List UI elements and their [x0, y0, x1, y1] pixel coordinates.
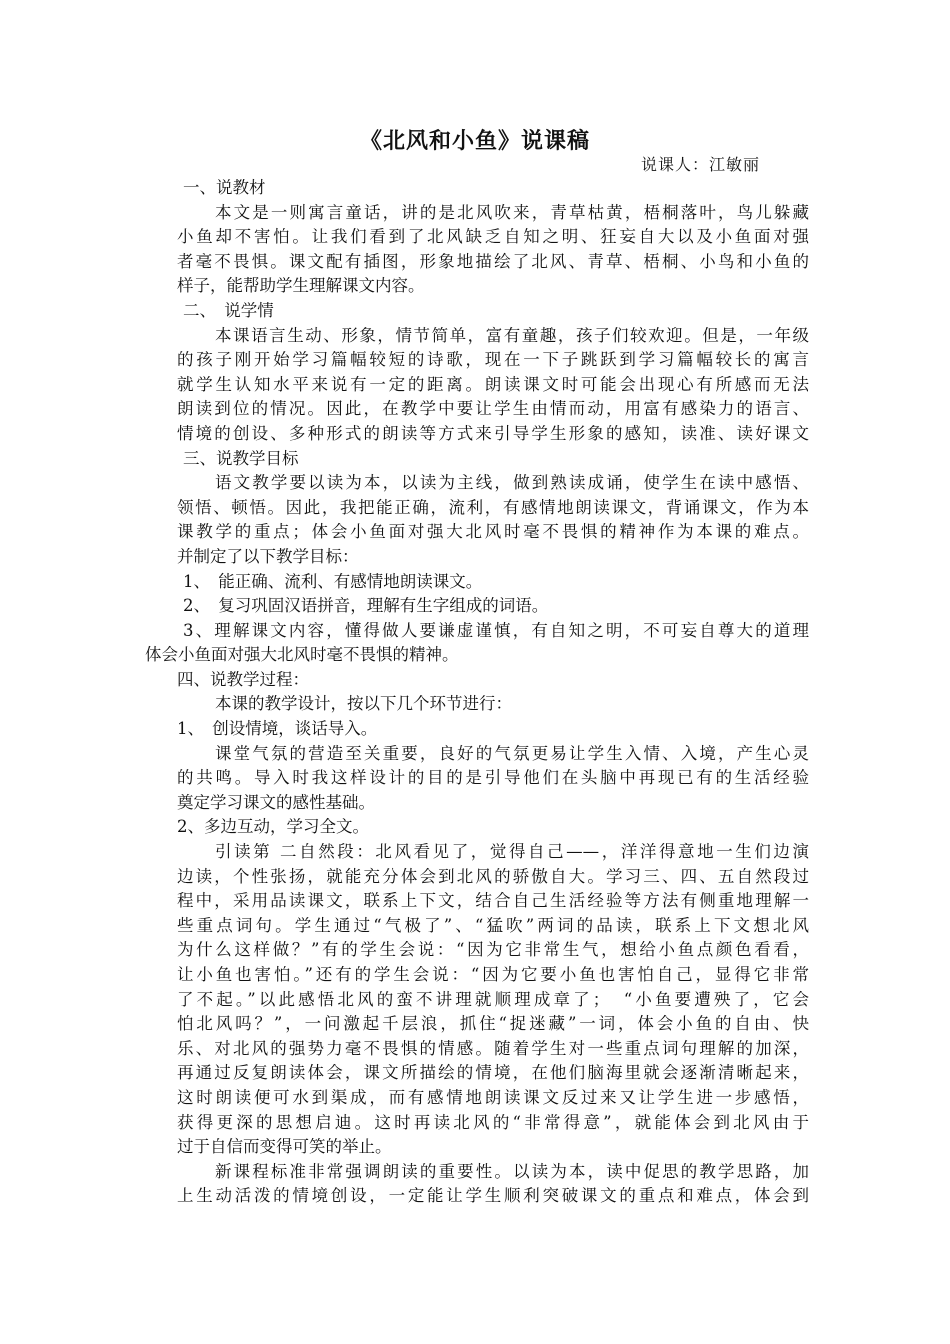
- paragraph-line: 课教学的重点；体会小鱼面对强大北风时毫不畏惧的精神作为本课的难点。: [177, 522, 809, 542]
- paragraph-line: 为什么这样做？”有的学生会说：“因为它非常生气，想给小鱼点颜色看看，: [177, 940, 809, 960]
- section-heading: 四、说教学过程：: [177, 669, 309, 689]
- paragraph-line: 这时朗读便可水到渠成，而有感情地朗读课文反过来又让学生进一步感悟，: [177, 1087, 809, 1107]
- paragraph-line: 并制定了以下教学目标：: [177, 546, 359, 566]
- paragraph-line: 领悟、顿悟。因此，我把能正确，流利，有感情地朗读课文，背诵课文，作为本: [177, 497, 809, 517]
- paragraph-line: 情境的创设、多种形式的朗读等方式来引导学生形象的感知，读准、读好课文: [177, 423, 809, 443]
- document-title: 《北风和小鱼》说课稿: [359, 128, 590, 154]
- paragraph-line: 的孩子刚开始学习篇幅较短的诗歌，现在一下子跳跃到学习篇幅较长的寓言: [177, 350, 809, 370]
- paragraph-line: 程中，采用品读课文，联系上下文，结合自己生活经验等方法有侧重地理解一: [177, 891, 809, 911]
- paragraph-line: 课堂气氛的营造至关重要，良好的气氛更易让学生入情、入境，产生心灵: [215, 743, 809, 763]
- paragraph-line: 样子，能帮助学生理解课文内容。: [177, 276, 425, 296]
- section-heading: 二、 说学情: [183, 300, 274, 320]
- paragraph-line: 语文教学要以读为本，以读为主线，做到熟读成诵，使学生在读中感悟、: [215, 473, 809, 493]
- paragraph-line: 朗读到位的情况。因此，在教学中要让学生由情而动，用富有感染力的语言、: [177, 399, 809, 419]
- paragraph-line: 本课语言生动、形象，情节简单，富有童趣，孩子们较欢迎。但是，一年级: [215, 325, 809, 345]
- goal-item-continued: 体会小鱼面对强大北风时毫不畏惧的精神。: [145, 645, 459, 665]
- paragraph-line: 些重点词句。学生通过“气极了”、“猛吹”两词的品读，联系上下文想北风: [177, 915, 809, 935]
- paragraph-line: 再通过反复朗读体会，课文所描绘的情境，在他们脑海里就会逐渐清晰起来，: [177, 1063, 809, 1083]
- paragraph-line: 就学生认知水平来说有一定的距离。朗读课文时可能会出现心有所感而无法: [177, 374, 809, 394]
- document-body: [145, 176, 809, 1209]
- section-heading: 三、说教学目标: [183, 448, 299, 468]
- paragraph-line: 者毫不畏惧。课文配有插图，形象地描绘了北风、青草、梧桐、小鸟和小鱼的: [177, 251, 809, 271]
- paragraph-line: 乐、对北风的强势力毫不畏惧的情感。随着学生对一些重点词句理解的加深，: [177, 1038, 809, 1058]
- step-heading: 2、多边互动，学习全文。: [177, 817, 369, 837]
- step-heading: 1、 创设情境，谈话导入。: [177, 719, 378, 739]
- paragraph-line: 小鱼却不害怕。让我们看到了北风缺乏自知之明、狂妄自大以及小鱼面对强: [177, 227, 809, 247]
- paragraph-line: 边读，个性张扬，就能充分体会到北风的骄傲自大。学习三、四、五自然段过: [177, 866, 809, 886]
- paragraph-line: 本文是一则寓言童话，讲的是北风吹来，青草枯黄，梧桐落叶，鸟儿躲藏: [215, 202, 809, 222]
- paragraph-line: 获得更深的思想启迪。这时再读北风的“非常得意”，就能体会到北风由于: [177, 1112, 809, 1132]
- paragraph-line: 的共鸣。导入时我这样设计的目的是引导他们在头脑中再现已有的生活经验: [177, 768, 809, 788]
- paragraph-line: 让小鱼也害怕。”还有的学生会说：“因为它要小鱼也害怕自己，显得它非常: [177, 965, 809, 984]
- paragraph-line: 奠定学习课文的感性基础。: [177, 792, 375, 812]
- paragraph-line: 引读第 二自然段：北风看见了，觉得自己——，洋洋得意地一生们边演: [215, 842, 809, 862]
- goal-item: 2、 复习巩固汉语拼音，理解有生字组成的词语。: [183, 596, 549, 616]
- paragraph-line: 怕北风吗？”，一问激起千层浪，抓住“捉迷藏”一词，体会小鱼的自由、快: [177, 1014, 809, 1034]
- paragraph-line: 过于自信而变得可笑的举止。: [177, 1137, 392, 1157]
- paragraph-line: 上生动活泼的情境创设，一定能让学生顺利突破课文的重点和难点，体会到: [177, 1186, 809, 1206]
- goal-item: 3、理解课文内容，懂得做人要谦虚谨慎，有自知之明，不可妄自尊大的道理: [183, 620, 809, 640]
- goal-item: 1、 能正确、流利、有感情地朗读课文。: [183, 571, 483, 591]
- paragraph-line: 本课的教学设计，按以下几个环节进行：: [215, 694, 512, 714]
- document-author: 说课人：江敏丽: [641, 155, 761, 174]
- paragraph-line: 新课程标准非常强调朗读的重要性。以读为本，读中促思的教学思路，加: [215, 1161, 809, 1181]
- section-heading: 一、说教材: [183, 178, 266, 197]
- paragraph-line: 了不起。”以此感悟北风的蛮不讲理就顺理成章了； “小鱼要遭殃了，它会: [177, 989, 809, 1009]
